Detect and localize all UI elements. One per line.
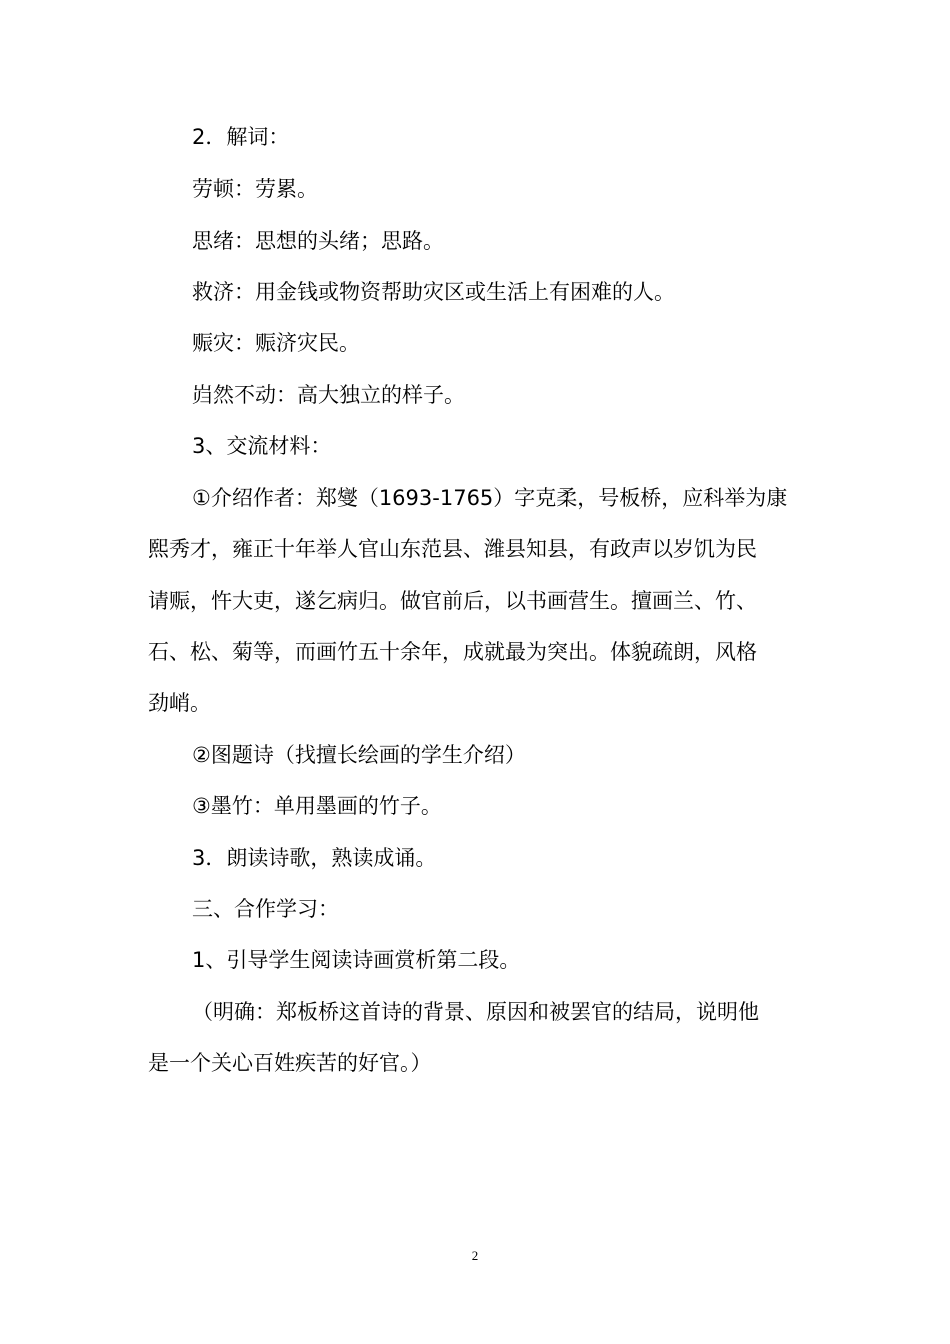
text-line: 熙秀才，雍正十年举人官山东范县、潍县知县，有政声以岁饥为民 <box>148 537 757 561</box>
text-line: 思绪：思想的头绪；思路。 <box>192 229 444 253</box>
text-line: 1、引导学生阅读诗画赏析第二段。 <box>192 948 521 972</box>
text-line: 三、合作学习： <box>192 897 339 921</box>
text-line: ③墨竹：单用墨画的竹子。 <box>192 794 442 818</box>
text-line: 赈灾：赈济灾民。 <box>192 331 360 355</box>
text-line: 是一个关心百姓疾苦的好官。） <box>148 1051 432 1075</box>
text-line: 3．朗读诗歌，熟读成诵。 <box>192 846 437 870</box>
text-line: 岿然不动：高大独立的样子。 <box>192 383 465 407</box>
text-line: 2．解词： <box>192 125 290 149</box>
text-line: 劳顿：劳累。 <box>192 177 318 201</box>
text-line: 救济：用金钱或物资帮助灾区或生活上有困难的人。 <box>192 280 675 304</box>
text-line: ①介绍作者：郑燮（1693-1765）字克柔，号板桥，应科举为康 <box>192 486 788 510</box>
text-line: 石、松、菊等，而画竹五十余年，成就最为突出。体貌疏朗，风格 <box>148 640 757 664</box>
text-line: ②图题诗（找擅长绘画的学生介绍） <box>192 743 526 767</box>
text-line: 劲峭。 <box>148 691 211 715</box>
text-line: 请赈，忤大吏，遂乞病归。做官前后，以书画营生。擅画兰、竹、 <box>148 589 757 613</box>
text-line: 3、交流材料： <box>192 434 332 458</box>
text-line: （明确：郑板桥这首诗的背景、原因和被罢官的结局，说明他 <box>192 1000 759 1024</box>
page-number: 2 <box>471 1248 479 1263</box>
